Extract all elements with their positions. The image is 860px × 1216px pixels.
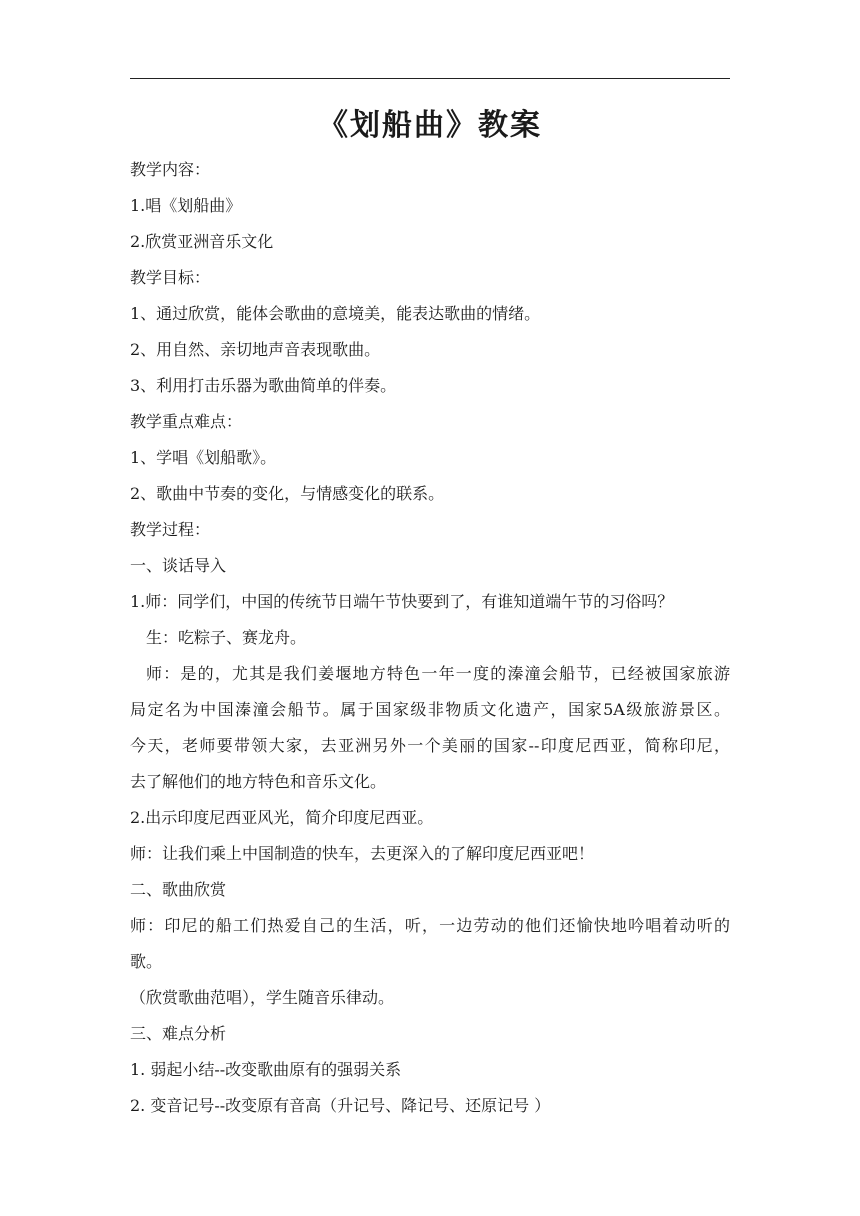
analysis-item-2: 2. 变音记号--改变原有音高（升记号、降记号、还原记号 ） (130, 1096, 551, 1115)
goal-item-3: 3、利用打击乐器为歌曲简单的伴奏。 (130, 376, 397, 395)
paragraph-line: 歌。 (130, 952, 163, 971)
process-step-1-heading: 一、谈话导入 (130, 556, 227, 575)
paragraph-line: 师：让我们乘上中国制造的快车，去更深入的了解印度尼西亚吧！ (130, 844, 595, 863)
content-item-1: 1.唱《划船曲》 (130, 196, 242, 215)
section-heading-key-points: 教学重点难点： (130, 412, 243, 431)
process-step-2-heading: 二、歌曲欣赏 (130, 880, 227, 899)
analysis-item-1: 1. 弱起小结--改变歌曲原有的强弱关系 (130, 1060, 402, 1079)
key-point-1: 1、学唱《划船歌》。 (130, 448, 277, 467)
goal-item-2: 2、用自然、亲切地声音表现歌曲。 (130, 340, 381, 359)
document-title: 《划船曲》教案 (318, 108, 542, 143)
section-heading-process: 教学过程： (130, 520, 211, 539)
process-step-3-heading: 三、难点分析 (130, 1024, 227, 1043)
paragraph-line: 去了解他们的地方特色和音乐文化。 (130, 772, 387, 791)
header-rule (130, 78, 730, 79)
section-heading-content: 教学内容： (130, 160, 211, 179)
paragraph-line: 2.出示印度尼西亚风光，简介印度尼西亚。 (130, 808, 434, 827)
goal-item-1: 1、通过欣赏，能体会歌曲的意境美，能表达歌曲的情绪。 (130, 304, 541, 323)
paragraph-line: 生：吃粽子、赛龙舟。 (146, 628, 307, 647)
key-point-2: 2、歌曲中节奏的变化，与情感变化的联系。 (130, 484, 445, 503)
paragraph-line: 局定名为中国溱潼会船节。属于国家级非物质文化遗产，国家5A级旅游景区。 (130, 700, 730, 719)
section-heading-goals: 教学目标： (130, 268, 211, 287)
paragraph-line: （欣赏歌曲范唱），学生随音乐律动。 (130, 988, 395, 1007)
paragraph-line: 1.师：同学们，中国的传统节日端午节快要到了，有谁知道端午节的习俗吗？ (130, 592, 674, 611)
content-item-2: 2.欣赏亚洲音乐文化 (130, 232, 274, 251)
paragraph-line: 师：是的，尤其是我们姜堰地方特色一年一度的溱潼会船节，已经被国家旅游 (146, 664, 730, 683)
paragraph-line: 今天，老师要带领大家，去亚洲另外一个美丽的国家--印度尼西亚，简称印尼， (130, 736, 730, 755)
paragraph-line: 师：印尼的船工们热爱自己的生活，听，一边劳动的他们还愉快地吟唱着动听的 (130, 916, 730, 935)
